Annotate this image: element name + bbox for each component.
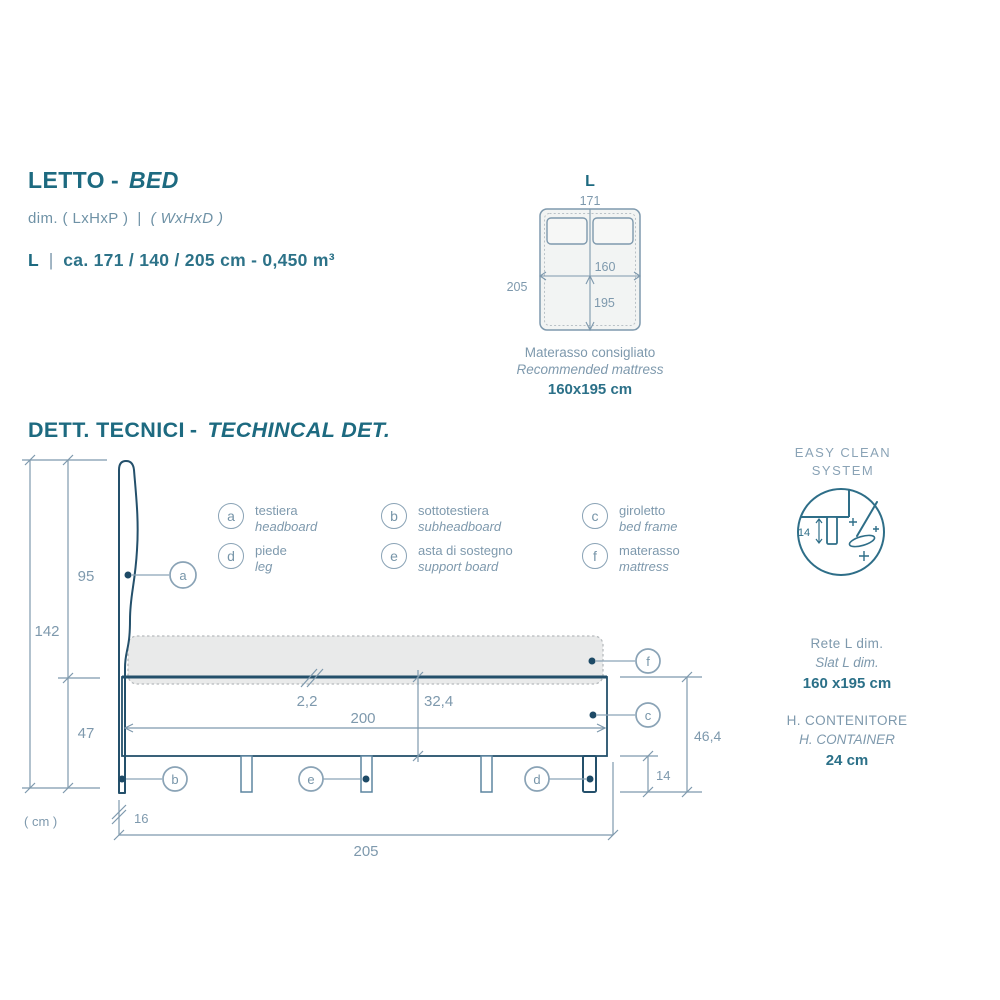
legend-d-english: leg xyxy=(255,559,273,574)
container-info-block xyxy=(762,711,932,770)
callout-a-letter: a xyxy=(179,568,187,583)
legend-circle-f: f xyxy=(582,543,608,569)
base-height-dim: 47 xyxy=(77,725,95,742)
callout-c xyxy=(590,703,661,727)
legend-b-italian: sottotestiera xyxy=(418,503,489,518)
leg-height-dim: 14 xyxy=(656,768,671,783)
legend-a-italian: testiera xyxy=(255,503,298,518)
callout-a-dot xyxy=(125,572,132,579)
bed-corner-lines xyxy=(800,490,849,517)
container-size: 24 cm xyxy=(825,752,869,769)
slat-size: 160 x195 cm xyxy=(802,675,892,692)
size-text: ca. 171 / 140 / 205 cm - 0,450 m³ xyxy=(63,250,335,270)
dim-suffix: ( WxHxD ) xyxy=(150,210,224,227)
frame-to-floor-dim: 46,4 xyxy=(694,728,722,744)
callout-e xyxy=(299,767,370,791)
legend-circle-c: c xyxy=(582,503,608,529)
container-title-english: H. CONTAINER xyxy=(799,732,895,747)
bed-leg-icon xyxy=(827,517,837,544)
legend-e-english: support board xyxy=(418,559,499,574)
legend-circle-d: d xyxy=(218,543,244,569)
leg-1 xyxy=(241,756,252,792)
caption-size: 160x195 cm xyxy=(547,381,633,398)
clearance-value: 14 xyxy=(797,527,811,539)
easy-clean-line1: EASY CLEAN xyxy=(794,445,892,460)
leg-2 xyxy=(361,756,372,792)
title-english: BED xyxy=(129,167,179,193)
frame-top-thickness-dim: 2,2 xyxy=(296,693,318,710)
callout-c-dot xyxy=(590,712,597,719)
section-title-separator: - xyxy=(189,418,198,442)
slat-title-english: Slat L dim. xyxy=(815,655,879,670)
frame-height-dim: 32,4 xyxy=(424,693,454,710)
callout-f-letter: f xyxy=(646,654,650,669)
container-title-italian: H. CONTENITORE xyxy=(786,713,908,728)
mattress-caption xyxy=(490,344,690,398)
legend-c-english: bed frame xyxy=(619,519,678,534)
legend-circle-a: a xyxy=(218,503,244,529)
legend-c-italian: giroletto xyxy=(619,503,666,518)
callout-d-letter: d xyxy=(533,772,541,787)
bed-top-view-diagram xyxy=(500,165,700,345)
size-code: L xyxy=(28,250,39,270)
legend-e-italian: asta di sostegno xyxy=(418,543,513,558)
total-length-dim: 205 xyxy=(353,843,379,860)
legend-f-italian: materasso xyxy=(619,543,680,558)
title-italian: LETTO xyxy=(28,167,105,193)
leg-4 xyxy=(583,756,596,792)
section-title-english: TECHINCAL DET. xyxy=(207,418,391,442)
callout-b xyxy=(119,767,188,791)
slat-title-italian: Rete L dim. xyxy=(810,636,884,651)
title-separator: - xyxy=(110,167,120,193)
slat-info-block xyxy=(762,634,932,693)
callout-d-dot xyxy=(587,776,594,783)
caption-english: Recommended mattress xyxy=(516,362,664,377)
legend-f-english: mattress xyxy=(619,559,669,574)
dim-prefix: dim. ( LxHxP ) xyxy=(28,210,129,227)
section-title-italian: DETT. TECNICI xyxy=(28,418,185,442)
top-view-width-dim: 171 xyxy=(579,194,601,208)
pillow-right xyxy=(593,218,633,244)
easy-clean-badge xyxy=(775,440,915,595)
dim-separator: | xyxy=(137,210,142,227)
callout-b-letter: b xyxy=(171,772,179,787)
legend-d-italian: piede xyxy=(255,543,287,558)
size-spec-line xyxy=(28,250,335,271)
legend-a-english: headboard xyxy=(255,519,318,534)
unit-label: ( cm ) xyxy=(24,814,58,829)
inner-length-dim: 200 xyxy=(350,710,376,727)
callout-e-dot xyxy=(363,776,370,783)
top-view-size-label: L xyxy=(585,173,595,190)
clearance-arrow xyxy=(816,519,822,543)
pillow-left xyxy=(547,218,587,244)
headboard-height-dim: 95 xyxy=(77,568,95,585)
bed-length-dim: 205 xyxy=(506,280,528,294)
easy-clean-circle xyxy=(798,489,884,575)
legend-circle-b: b xyxy=(381,503,407,529)
legend-b-english: subheadboard xyxy=(418,519,502,534)
callout-b-dot xyxy=(119,776,126,783)
mattress-width-dim: 160 xyxy=(594,260,616,274)
legend-circle-e: e xyxy=(381,543,407,569)
mattress-length-dim: 195 xyxy=(594,296,615,310)
callout-e-letter: e xyxy=(307,772,315,787)
page-title xyxy=(28,167,179,194)
leg-3 xyxy=(481,756,492,792)
easy-clean-line2: SYSTEM xyxy=(811,463,875,478)
total-height-dim: 142 xyxy=(34,623,60,640)
bed-side-view-drawing xyxy=(0,440,760,880)
caption-italian: Materasso consigliato xyxy=(524,345,656,360)
callout-c-letter: c xyxy=(644,708,652,723)
headboard-depth-dim: 16 xyxy=(134,811,149,826)
size-separator: | xyxy=(48,250,54,270)
callout-f-dot xyxy=(589,658,596,665)
dimension-legend-line xyxy=(28,210,223,227)
